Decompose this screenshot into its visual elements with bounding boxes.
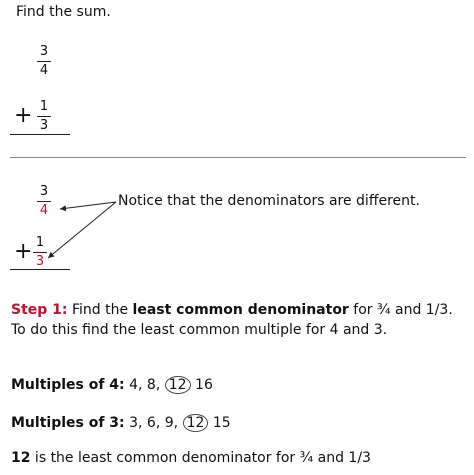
multiples-of-4-label: Multiples of 4:: [11, 377, 125, 393]
step1-line2: To do this find the least common multiple for 4 and 3.: [11, 322, 388, 338]
arrow-to-denominator-3: [48, 202, 116, 258]
annotated-frac1-denominator: 4: [39, 203, 49, 218]
m4-value-circled: 12: [165, 376, 191, 394]
annotated-frac2-numerator: 1: [35, 235, 45, 250]
m3-value-circled: 12: [183, 414, 209, 432]
step1-text-a: Find the: [71, 302, 133, 318]
m4-value: 8: [146, 377, 156, 393]
m3-value: 6: [146, 415, 156, 431]
step1-label: Step 1:: [11, 302, 68, 318]
step1-text-b: for ¾ and 1/3.: [348, 302, 453, 318]
m3-value: 9: [164, 415, 174, 431]
prompt-text: Find the sum.: [16, 4, 111, 20]
multiples-of-3-label: Multiples of 3:: [11, 415, 125, 431]
arrow-to-denominator-4: [60, 202, 116, 209]
denominator-note: Notice that the denominators are different.: [118, 193, 420, 209]
conclusion-line: [11, 450, 371, 466]
annotated-frac1-numerator: 3: [39, 184, 49, 199]
m3-value: 3: [129, 415, 139, 431]
step1-bold-phrase: least common denominator: [132, 302, 349, 318]
plus-sign: +: [14, 103, 33, 128]
conclusion-text: is the least common denominator for ¾ and 1/3: [30, 450, 371, 466]
m4-value: 16: [195, 377, 213, 393]
frac2-denominator: 3: [39, 118, 49, 133]
frac2-numerator: 1: [39, 99, 49, 114]
annotated-plus-sign: +: [14, 239, 33, 264]
conclusion-bold: 12: [11, 450, 31, 466]
frac1-numerator: 3: [39, 44, 49, 59]
m3-value: 15: [212, 415, 231, 431]
multiples-of-4-row: Multiples of 4: 4, 8, 12 16: [11, 377, 213, 393]
step1-line1: [11, 302, 453, 318]
m4-value: 4: [129, 377, 139, 393]
frac1-denominator: 4: [39, 63, 49, 78]
annotated-frac2-denominator: 3: [35, 254, 45, 269]
multiples-of-3-row: Multiples of 3: 3, 6, 9, 12 15: [11, 415, 231, 431]
